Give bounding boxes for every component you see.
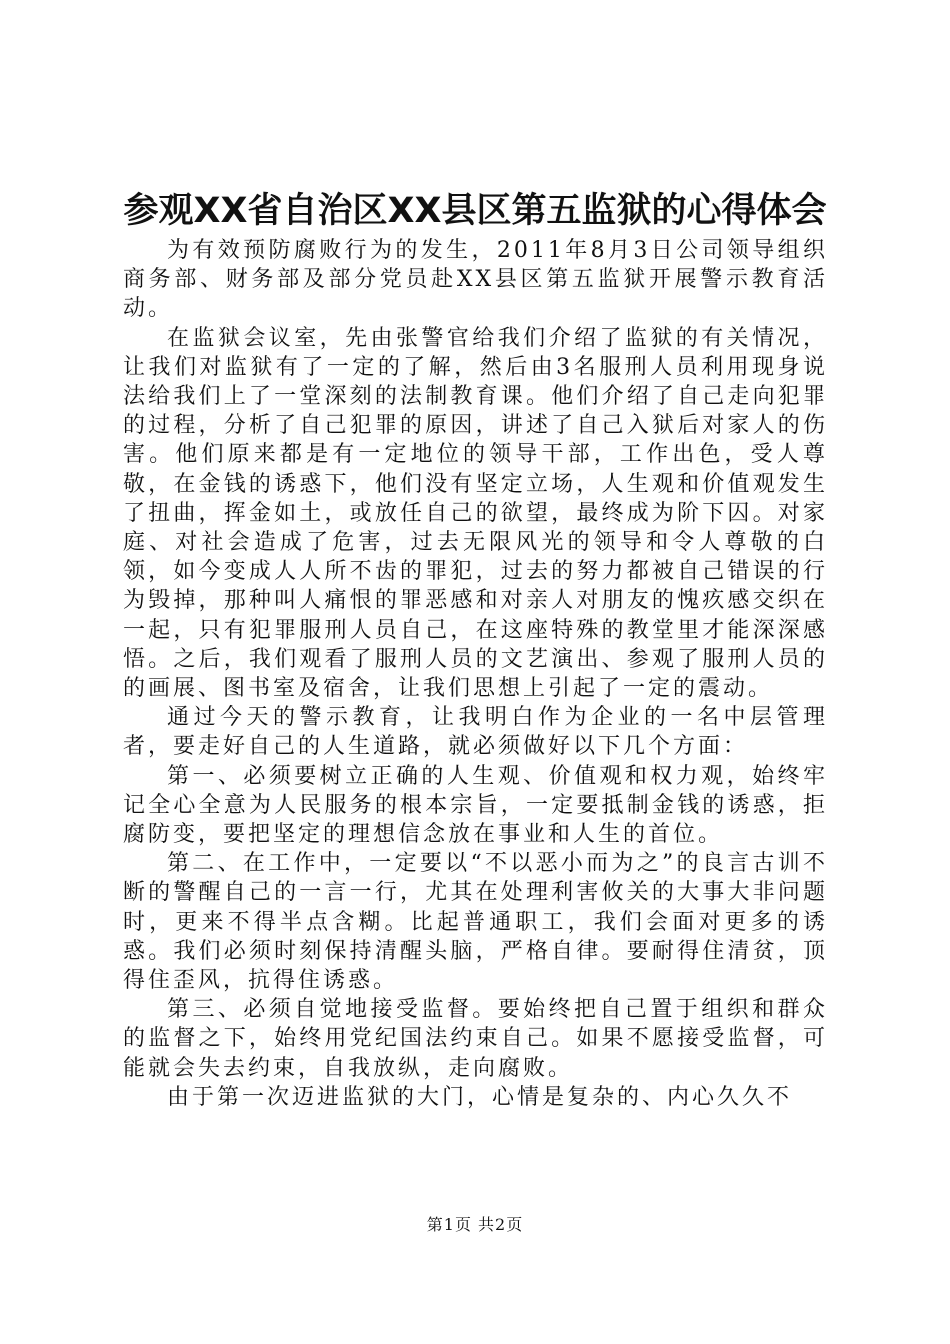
paragraph: 第二、在工作中，一定要以“不以恶小而为之”的良言古训不断的警醒自己的一言一行，尤其在处理利害攸关的大事大非问题时，更来不得半点含糊。比起普通职工，我们会面对更多的诱惑。我们必须时刻保持清醒头脑，严格自律。要耐得住清贫，顶得住歪风，抗得住诱惑。 (123, 851, 828, 994)
paragraph: 为有效预防腐败行为的发生，2011年8月3日公司领导组织商务部、财务部及部分党员赴XX县区第五监狱开展警示教育活动。 (123, 238, 828, 322)
document-title: 参观XX省自治区XX县区第五监狱的心得体会 (123, 191, 827, 231)
paragraph: 第三、必须自觉地接受监督。要始终把自己置于组织和群众的监督之下，始终用党纪国法约束自己。如果不愿接受监督，可能就会失去约束，自我放纵，走向腐败。 (123, 997, 828, 1081)
document-body (123, 236, 828, 1112)
paragraph: 由于第一次迈进监狱的大门，心情是复杂的、内心久久不 (167, 1084, 793, 1110)
paragraph: 在监狱会议室，先由张警官给我们介绍了监狱的有关情况，让我们对监狱有了一定的了解，然后由3名服刑人员利用现身说法给我们上了一堂深刻的法制教育课。他们介绍了自己走向犯罪的过程，分析了自己犯罪的原因，讲述了自己入狱后对家人的伤害。他们原来都是有一定地位的领导干部，工作出色，受人尊敬，在金钱的诱惑下，他们没有坚定立场，人生观和价值观发生了扭曲，挥金如土，或放任自己的欲望，最终成为阶下囚。对家庭、对社会造成了危害，过去无限风光的领导和令人尊敬的白领，如今变成人人所不齿的罪犯，过去的努力都被自己错误的行为毁掉，那种叫人痛恨的罪恶感和对亲人对朋友的愧疚感交织在一起，只有犯罪服刑人员自己，在这座特殊的教堂里才能深深感悟。之后，我们观看了服刑人员的文艺演出、参观了服刑人员的的画展、图书室及宿舍，让我们思想上引起了一定的震动。 (123, 325, 828, 702)
page-number-footer: 第1页 共2页 (426, 1215, 524, 1234)
paragraph: 第一、必须要树立正确的人生观、价值观和权力观，始终牢记全心全意为人民服务的根本宗旨，一定要抵制金钱的诱惑，拒腐防变，要把坚定的理想信念放在事业和人生的首位。 (123, 763, 828, 848)
paragraph: 通过今天的警示教育，让我明白作为企业的一名中层管理者，要走好自己的人生道路，就必须做好以下几个方面： (123, 705, 828, 760)
